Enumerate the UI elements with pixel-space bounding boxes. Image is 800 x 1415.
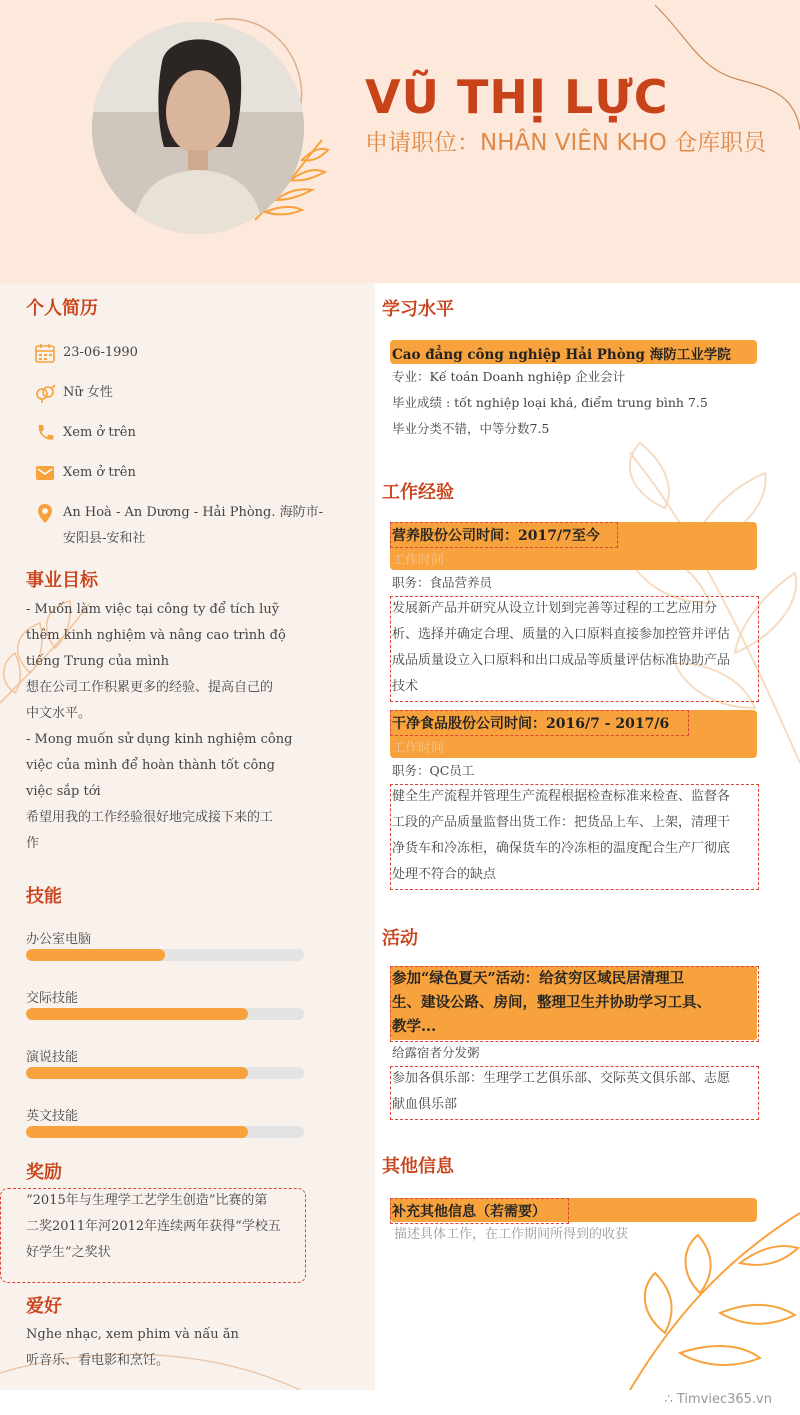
objective-line: - Mong muốn sử dụng kinh nghiệm công — [26, 732, 293, 747]
personal-section-title: 个人简历 — [26, 298, 98, 319]
skill-label: 英文技能 — [26, 1109, 79, 1124]
skill-bar-fill — [26, 1008, 248, 1020]
objective-line: thêm kinh nghiệm và nâng cao trình độ — [26, 628, 286, 643]
other-desc: 描述具体工作，在工作期间所得到的收获 — [394, 1227, 629, 1242]
phone-value: Xem ở trên — [63, 425, 136, 440]
education-details — [392, 364, 762, 442]
skills-section-title: 技能 — [26, 886, 62, 907]
objective-line: tiếng Trung của mình — [26, 654, 170, 669]
job-desc-line: 发展新产品并研究从设立计划到完善等过程的工艺应用分 — [392, 601, 718, 616]
education-school: Cao đẳng công nghiệp Hải Phòng 海防工业学院 — [392, 347, 731, 363]
skill-bar — [26, 949, 304, 961]
job-time-placeholder: 工作时间 — [392, 553, 445, 568]
skill-bar-fill — [26, 949, 165, 961]
address-value — [63, 500, 323, 552]
hobby-line: 听音乐、看电影和烹饪。 — [26, 1353, 170, 1368]
avatar — [92, 22, 304, 234]
objective-line: 希望用我的工作经验很好地完成接下来的工 — [26, 810, 274, 825]
skill-bar — [26, 1126, 304, 1138]
skill-label: 交际技能 — [26, 991, 79, 1006]
objective-line: 作 — [26, 836, 40, 851]
objective-line: việc của mình để hoàn thành tốt công — [26, 758, 275, 773]
gender-value: Nữ 女性 — [63, 385, 113, 400]
activity-head-line: 参加“绿色夏天”活动：给贫穷区域民居清理卫 — [392, 970, 685, 987]
hobbies-section-title: 爱好 — [26, 1296, 62, 1317]
job-desc-line: 净货车和冷冻柜，确保货车的冷冻柜的温度配合生产厂彻底 — [392, 841, 731, 856]
phone-row — [34, 422, 136, 446]
location-pin-icon — [34, 502, 56, 524]
skill-bar — [26, 1008, 304, 1020]
skill-bar-fill — [26, 1067, 248, 1079]
activity-desc — [392, 1066, 762, 1118]
education-line: 毕业成绩 : tốt nghiệp loại khá, điểm trung bình 7.5 — [392, 395, 708, 410]
footer-brand[interactable]: ∴ Timviec365.vn — [664, 1392, 772, 1407]
award-line: “2015年与生理学工艺学生创造”比赛的第 — [26, 1193, 268, 1208]
activity-head-line: 教学... — [392, 1018, 437, 1035]
header — [0, 0, 800, 283]
job-desc-line: 技术 — [392, 679, 419, 694]
job-desc — [392, 784, 762, 888]
education-line: 毕业分类不错，中等分数7.5 — [392, 421, 550, 436]
job-time-placeholder: 工作时间 — [392, 741, 445, 756]
gender-icon — [34, 382, 56, 404]
award-line: 二奖2011年河2012年连续两年获得“学校五 — [26, 1219, 281, 1234]
address-line-2: 安阳县-安和社 — [63, 531, 146, 546]
activity-sub: 给露宿者分发粥 — [392, 1045, 480, 1060]
birthday-row — [34, 342, 138, 366]
email-row — [34, 462, 136, 486]
experience-section-title: 工作经验 — [382, 482, 454, 503]
skill-bar — [26, 1067, 304, 1079]
job-desc-line: 成品质量设立入口原料和出口成品等质量评估标准协助产品 — [392, 653, 731, 668]
job-desc-line: 工段的产品质量监督出货工作：把货品上车、上架，清理干 — [392, 815, 731, 830]
objective-line: 想在公司工作积累更多的经验、提高自己的 — [26, 680, 274, 695]
education-line: 专业：Kế toán Doanh nghiệp 企业会计 — [392, 369, 626, 384]
other-head: 补充其他信息（若需要） — [392, 1204, 546, 1220]
awards-section-title: 奖励 — [26, 1162, 62, 1183]
activity-desc-line: 献血俱乐部 — [392, 1097, 458, 1112]
leaf-decoration-icon — [610, 1193, 800, 1390]
other-section-title: 其他信息 — [382, 1156, 454, 1177]
gender-row — [34, 382, 113, 406]
objective-line: - Muốn làm việc tại công ty để tích luỹ — [26, 602, 280, 617]
activities-section-title: 活动 — [382, 928, 418, 949]
awards-text — [26, 1188, 306, 1266]
job-desc-line: 健全生产流程并管理生产流程根据检查标准来检查、监督各 — [392, 789, 731, 804]
job-role: 职务：QC员工 — [392, 763, 475, 778]
job-desc-line: 析、选择并确定合理、质量的入口原料直接参加控管并评估 — [392, 627, 731, 642]
hobby-line: Nghe nhạc, xem phim và nấu ăn — [26, 1327, 239, 1342]
job-role: 职务：食品营养员 — [392, 575, 493, 590]
job-desc-line: 处理不符合的缺点 — [392, 867, 497, 882]
email-icon — [34, 462, 56, 484]
job-company: 营养股份公司时间：2017/7至今 — [392, 528, 600, 544]
activity-desc-line: 参加各俱乐部：生理学工艺俱乐部、交际英文俱乐部、志愿 — [392, 1071, 731, 1086]
objective-text — [26, 597, 326, 857]
calendar-icon — [34, 342, 56, 364]
job-desc — [392, 596, 762, 700]
address-line-1: An Hoà - An Dương - Hải Phòng. 海防市- — [63, 505, 324, 520]
job-company: 干净食品股份公司时间：2016/7 - 2017/6 — [392, 716, 670, 732]
candidate-name: VŨ THỊ LỰC — [365, 70, 669, 124]
skill-label: 演说技能 — [26, 1050, 79, 1065]
skill-label: 办公室电脑 — [26, 932, 92, 947]
skill-bar-fill — [26, 1126, 248, 1138]
birthday-value: 23-06-1990 — [63, 345, 138, 360]
activity-head-line: 生、建设公路、房间，整理卫生并协助学习工具、 — [392, 994, 711, 1011]
award-line: 好学生”之奖状 — [26, 1245, 111, 1260]
objective-line: việc sắp tới — [26, 784, 101, 799]
hobbies-text — [26, 1322, 326, 1374]
objective-line: 中文水平。 — [26, 706, 92, 721]
address-row — [34, 502, 323, 552]
activity-head — [392, 967, 711, 1039]
email-value: Xem ở trên — [63, 465, 136, 480]
applied-position: 申请职位：NHÂN VIÊN KHO 仓库职员 — [365, 130, 767, 156]
objective-section-title: 事业目标 — [26, 570, 98, 591]
education-section-title: 学习水平 — [382, 299, 454, 320]
phone-icon — [34, 422, 56, 444]
